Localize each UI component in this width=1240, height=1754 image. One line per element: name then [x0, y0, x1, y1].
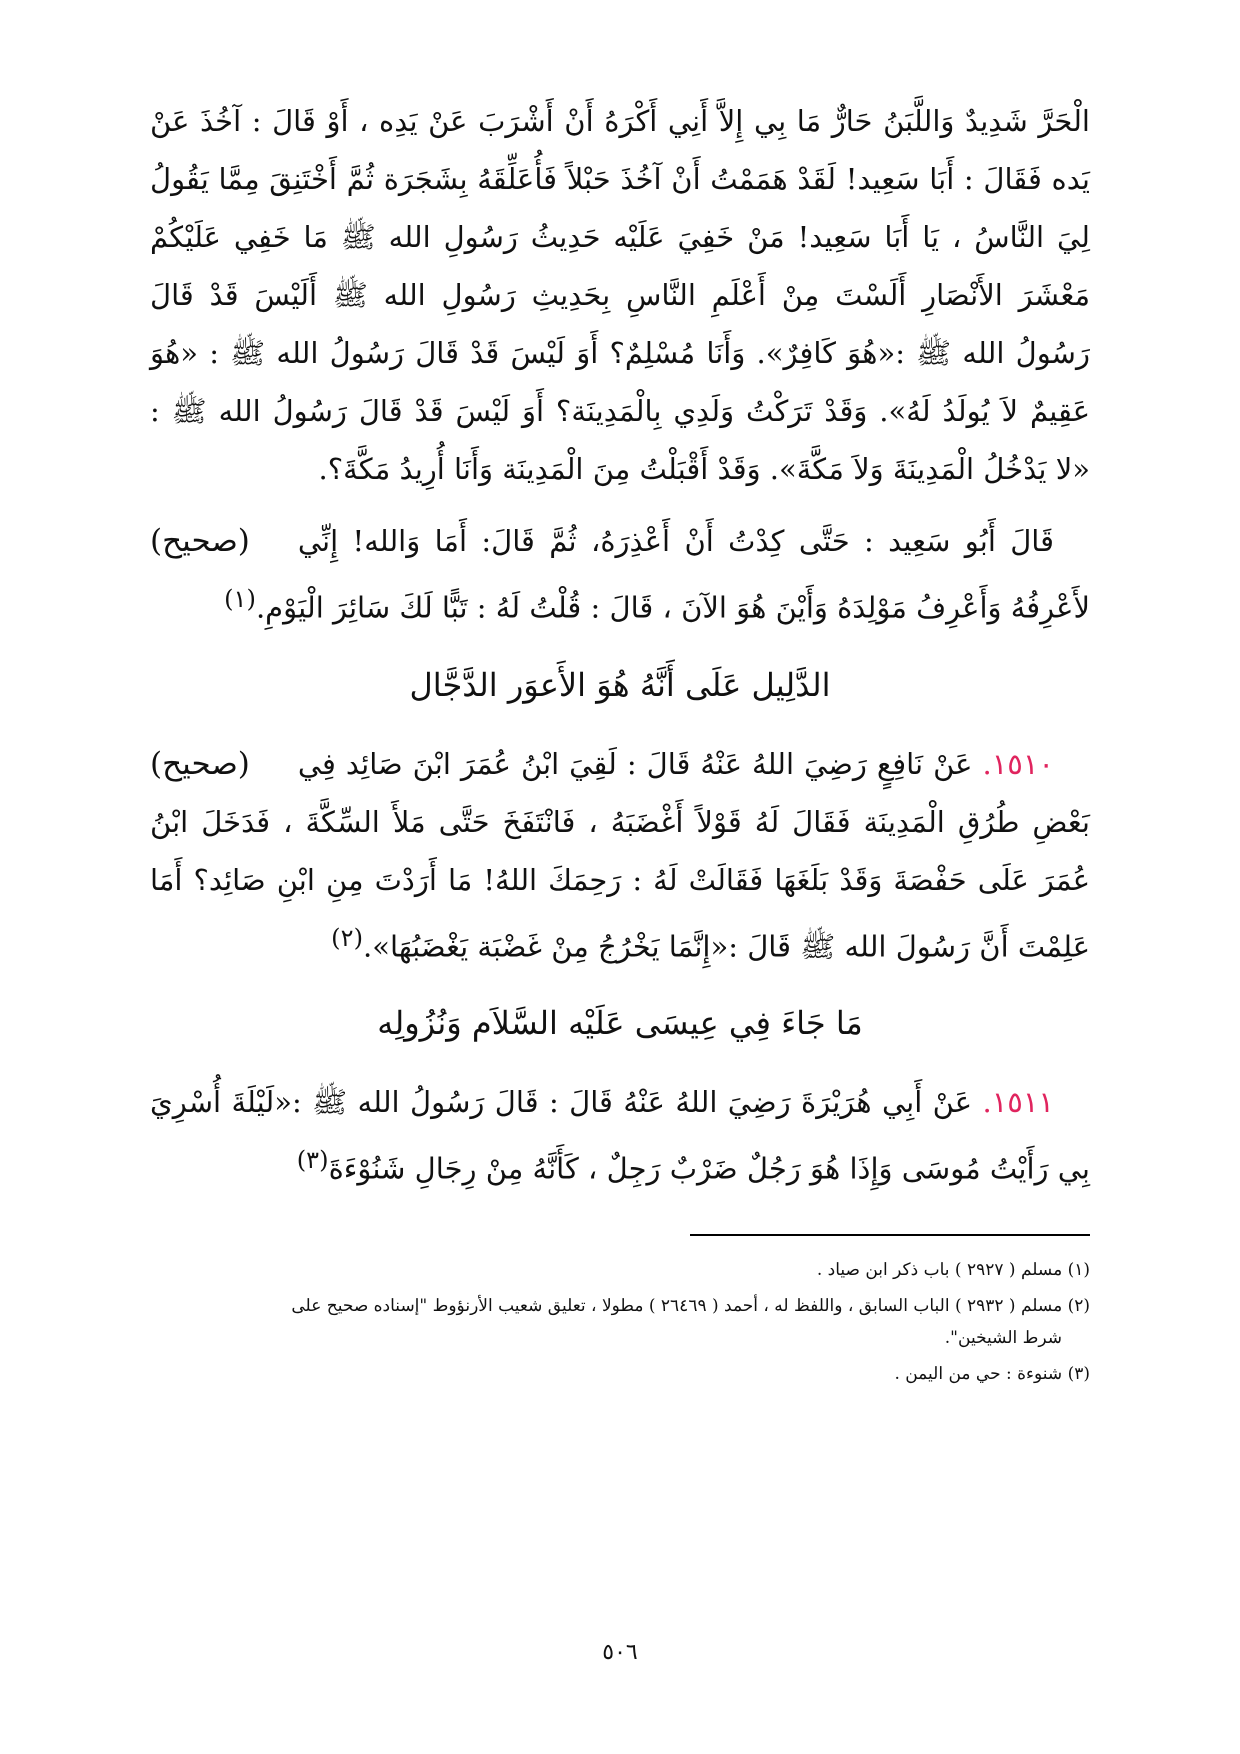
hadith-text: عَنْ أَبِي هُرَيْرَةَ رَضِيَ اللهُ عَنْهُ قَالَ : قَالَ رَسُولُ الله ﷺ :«لَيْلَةَ أُسْرِيَ بِي رَأَيْتُ مُوسَى وَإِذَا هُوَ رَجُلٌ ضَرْبٌ رَجِلٌ ، كَأَنَّهُ مِنْ رِجَالِ شَنُوْءَةَ [150, 1085, 1090, 1186]
footnotes [150, 1254, 1090, 1390]
grade-label: (صحيح) [150, 745, 250, 782]
footnote-2 [150, 1290, 1090, 1354]
footnote-text: (٢) مسلم ( ٢٩٣٢ ) الباب السابق ، واللفظ له ، أحمد ( ٢٦٤٦٩ ) مطولا ، تعليق شعيب الأرنؤوط "إسناده صحيح على [291, 1295, 1090, 1316]
footnote-ref: (٣) [296, 1146, 329, 1175]
hadith-text: عَنْ نَافِعٍ رَضِيَ اللهُ عَنْهُ قَالَ : لَقِيَ ابْنُ عُمَرَ ابْنَ صَائِد فِي بَعْضِ طُرُقِ الْمَدِينَة فَقَالَ لَهُ قَوْلاً أَغْضَبَهُ ، فَانْتَفَخَ حَتَّى مَلأَ السِّكَّةَ ، فَدَخَلَ ابْنُ عُمَرَ عَلَى حَفْصَةَ وَقَدْ بَلَغَهَا فَقَالَتْ لَهُ : رَحِمَكَ اللهُ! مَا أَرَدْتَ مِنِ ابْنِ صَائِد؟ أَمَا عَلِمْتَ أَنَّ رَسُولَ الله ﷺ قَالَ :«إِنَّمَا يَخْرُجُ مِنْ غَضْبَة يَغْضَبُهَا». [150, 746, 1090, 964]
footnote-continuation: شرط الشيخين". [944, 1327, 1062, 1348]
section-heading: الدَّلِيل عَلَى أَنَّهُ هُوَ الأَعوَر الدَّجَّال [409, 665, 831, 704]
footnote-1: (١) مسلم ( ٢٩٢٧ ) باب ذكر ابن صياد . [816, 1259, 1090, 1280]
page-content [150, 92, 1090, 1394]
hadith-number: ١٥١٠. [982, 746, 1055, 781]
footnote-divider [690, 1234, 1090, 1236]
hadith-1510 [150, 735, 1090, 976]
footnote-3: (٣) شنوءة : حي من اليمن . [894, 1363, 1090, 1384]
section-heading: مَا جَاءَ فِي عِيسَى عَلَيْه السَّلاَم وَنُزُولِه [377, 1004, 863, 1043]
page-number: ٥٠٦ [602, 1640, 638, 1665]
hadith-number: ١٥١١. [982, 1085, 1055, 1120]
paragraph-text: قَالَ أَبُو سَعِيد : حَتَّى كِدْتُ أَنْ أَعْذِرَهُ، ثُمَّ قَالَ: أَمَا وَالله! إِنِّي لأَعْرِفُهُ وَأَعْرِفُ مَوْلِدَهُ وَأَيْنَ هُوَ الآنَ ، قَالَ : قُلْتُ لَهُ : تَبًّا لَكَ سَائِرَ الْيَوْمِ. [255, 524, 1090, 625]
footnote-ref: (١) [224, 585, 256, 613]
grade-label: (صحيح) [150, 523, 250, 559]
hadith-1511 [150, 1073, 1090, 1198]
paragraph-abu-said [150, 512, 1090, 637]
footnote-ref: (٢) [331, 923, 364, 952]
paragraph-continuation: الْحَرَّ شَدِيدٌ وَاللَّبَنُ حَارٌّ مَا بِي إِلاَّ أَنِي أَكْرَهُ أَنْ أَشْرَبَ عَنْ يَدِه ، أَوْ قَالَ : آخُذَ عَنْ يَده فَقَالَ : أَبَا سَعِيد! لَقَدْ هَمَمْتُ أَنْ آخُذَ حَبْلاً فَأُعَلِّقَهُ بِشَجَرَة ثُمَّ أَخْتَنِقَ مِمَّا يَقُولُ لِيَ النَّاسُ ، يَا أَبَا سَعِيد! مَنْ خَفِيَ عَلَيْه حَدِيثُ رَسُولِ الله ﷺ مَا خَفِي عَلَيْكُمْ مَعْشَرَ الأَنْصَارِ أَلَسْتَ مِنْ أَعْلَمِ النَّاسِ بِحَدِيثِ رَسُولِ الله ﷺ أَلَيْسَ قَدْ قَالَ رَسُولُ الله ﷺ :«هُوَ كَافِرٌ». وَأَنَا مُسْلِمٌ؟ أَوَ لَيْسَ قَدْ قَالَ رَسُولُ الله ﷺ : «هُوَ عَقِيمٌ لاَ يُولَدُ لَهُ». وَقَدْ تَرَكْتُ وَلَدِي بِالْمَدِينَة؟ أَوَ لَيْسَ قَدْ قَالَ رَسُولُ الله ﷺ : «لا يَدْخُلُ الْمَدِينَةَ وَلاَ مَكَّةَ». وَقَدْ أَقْبَلْتُ مِنَ الْمَدِينَة وَأَنَا أُرِيدُ مَكَّةَ؟. [150, 104, 1090, 486]
